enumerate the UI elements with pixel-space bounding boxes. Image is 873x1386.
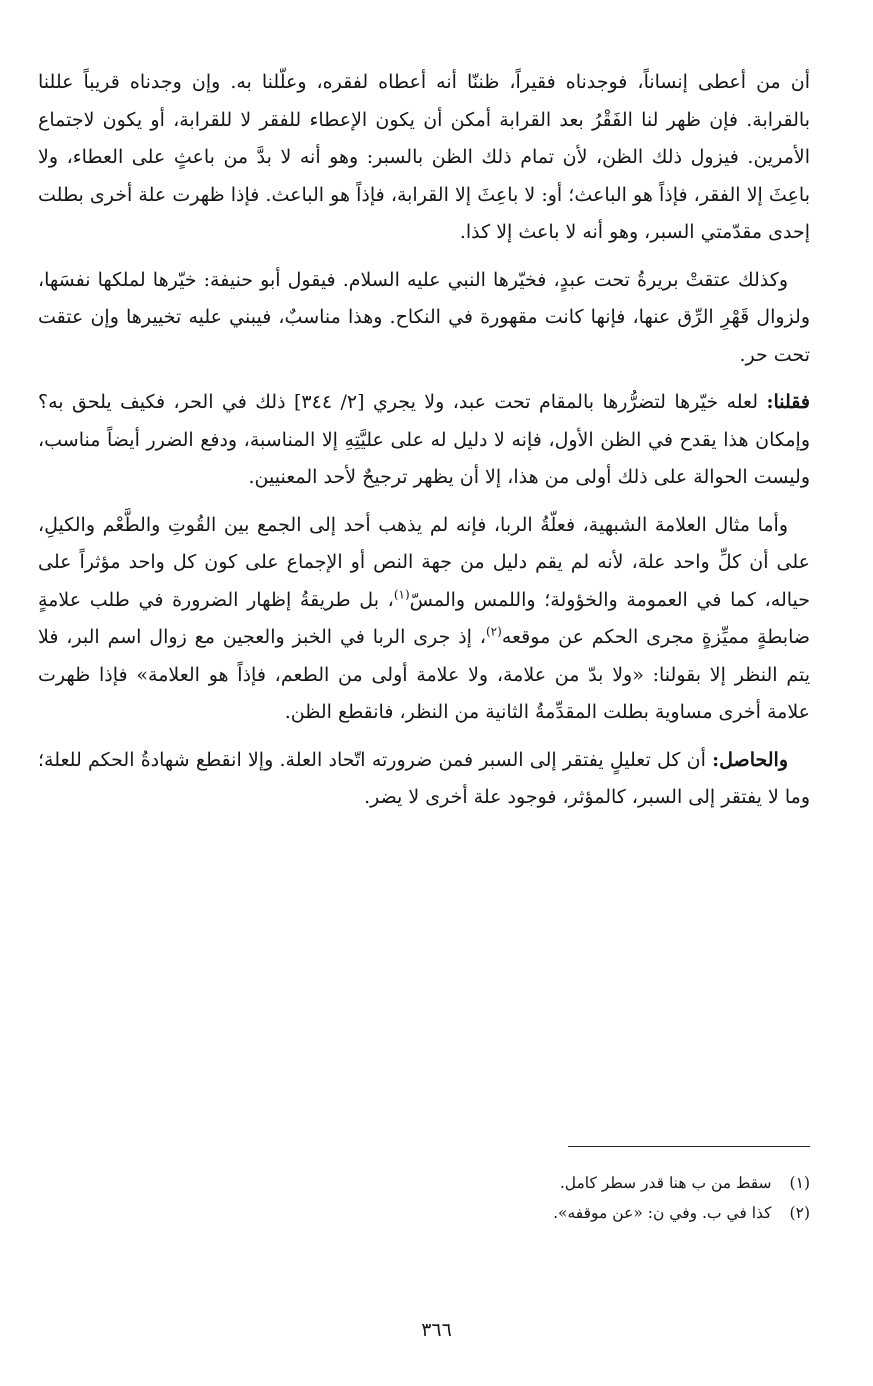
paragraph-text: أن كل تعليلٍ يفتقر إلى السبر فمن ضرورته اتّحاد العلة. وإلا انقطع شهادةُ الحكم للعلة؛ وما لا يفتقر إلى السبر، كالمؤثر، فوجود علة أخرى لا يضر.	[38, 748, 810, 808]
footnote	[38, 1168, 810, 1198]
footnote-number: (٢)	[789, 1204, 810, 1222]
paragraph-text: لعله خيّرها لتضرُّرها بالمقام تحت عبد، ولا يجري [٢/ ٣٤٤] ذلك في الحر، فكيف يلحق به؟ وإمكان هذا يقدح في الظن الأول، فإنه لا دليل له على عليَّتِهِ إلا المناسبة، ودفع الضرر أيضاً مناسب، وليست الحوالة على ذلك أولى من هذا، إلا أن يظهر ترجيحٌ لأحد المعنيين.	[38, 391, 810, 488]
paragraph	[38, 507, 810, 732]
body-text	[38, 64, 810, 817]
footnote-number: (١)	[789, 1174, 810, 1192]
page-number: ٣٦٦	[421, 1319, 452, 1341]
footnote-text: سقط من ب هنا قدر سطر كامل.	[559, 1174, 772, 1192]
paragraph-lead-word: فقلنا:	[766, 391, 810, 413]
paragraph-text: وكذلك عتقتْ بريرةُ تحت عبدٍ، فخيّرها النبي عليه السلام. فيقول أبو حنيفة: خيّرها لملكها نفسَها، ولزوال قَهْرِ الرِّق عنها، فإنها كانت مقهورة في النكاح. وهذا مناسبٌ، فيبني عليه تخييرها وإن عتقت تحت حر.	[38, 268, 810, 366]
footnote-reference[interactable]: (٢)	[485, 624, 502, 639]
footnote-reference[interactable]: (١)	[393, 587, 410, 602]
paragraph	[38, 262, 810, 375]
paragraph-text: ، إذ جرى الربا في الخبز والعجين مع زوال اسم البر، فلا يتم النظر إلا بقولنا: «ولا بدّ من علامة، ولا علامة أولى من الطعم، فإذاً هو العلامة» فإذا ظهرت علامة أخرى مساوية بطلت المقدِّمةُ الثانية من النظر، فانقطع الظن.	[38, 626, 810, 723]
paragraph	[38, 64, 810, 252]
paragraph-lead-word: والحاصل:	[712, 748, 788, 771]
paragraph-text: أن من أعطى إنساناً، فوجدناه فقيراً، ظننّا أنه أعطاه لفقره، وعلّلنا به. وإن وجدناه قريباً عللنا بالقرابة. فإن ظهر لنا الفَقْرُ بعد القرابة أمكن أن يكون الإعطاء للفقر لا للقرابة، أو يكون لاجتماع الأمرين. فيزول ذلك الظن، لأن تمام ذلك الظن بالسبر: وهو أنه لا بدَّ من باعثٍ على العطاء، ولا باعِثَ إلا الفقر، فإذاً هو الباعث؛ أو: لا باعِثَ إلا القرابة، فإذاً هو الباعث. فإذا ظهرت علة أخرى بطلت إحدى مقدّمتي السبر، وهو أنه لا باعث إلا كذا.	[38, 71, 810, 243]
paragraph	[38, 384, 810, 497]
footnote-text: كذا في ب. وفي ن: «عن موقفه».	[553, 1204, 772, 1222]
paragraph	[38, 742, 810, 817]
paragraph-text: ، بل طريقةُ إظهار الضرورة في طلب علامةٍ ضابطةٍ مميِّزةٍ مجرى الحكم عن موقعه	[38, 588, 811, 648]
footnote-separator	[568, 1146, 810, 1147]
footnotes	[38, 1168, 810, 1228]
footnote	[38, 1198, 810, 1228]
paragraph-text: وأما مثال العلامة الشبهية، فعلّةُ الربا، فإنه لم يذهب أحد إلى الجمع بين القُوتِ والطَّعْم والكيلِ، على أن كلِّ واحد علة، لأنه لم يقم دليل من جهة النص أو الإجماع على كون كل واحد مؤثراً على حياله، كما في العمومة والخؤولة؛ واللمس والمسّ	[38, 513, 810, 611]
